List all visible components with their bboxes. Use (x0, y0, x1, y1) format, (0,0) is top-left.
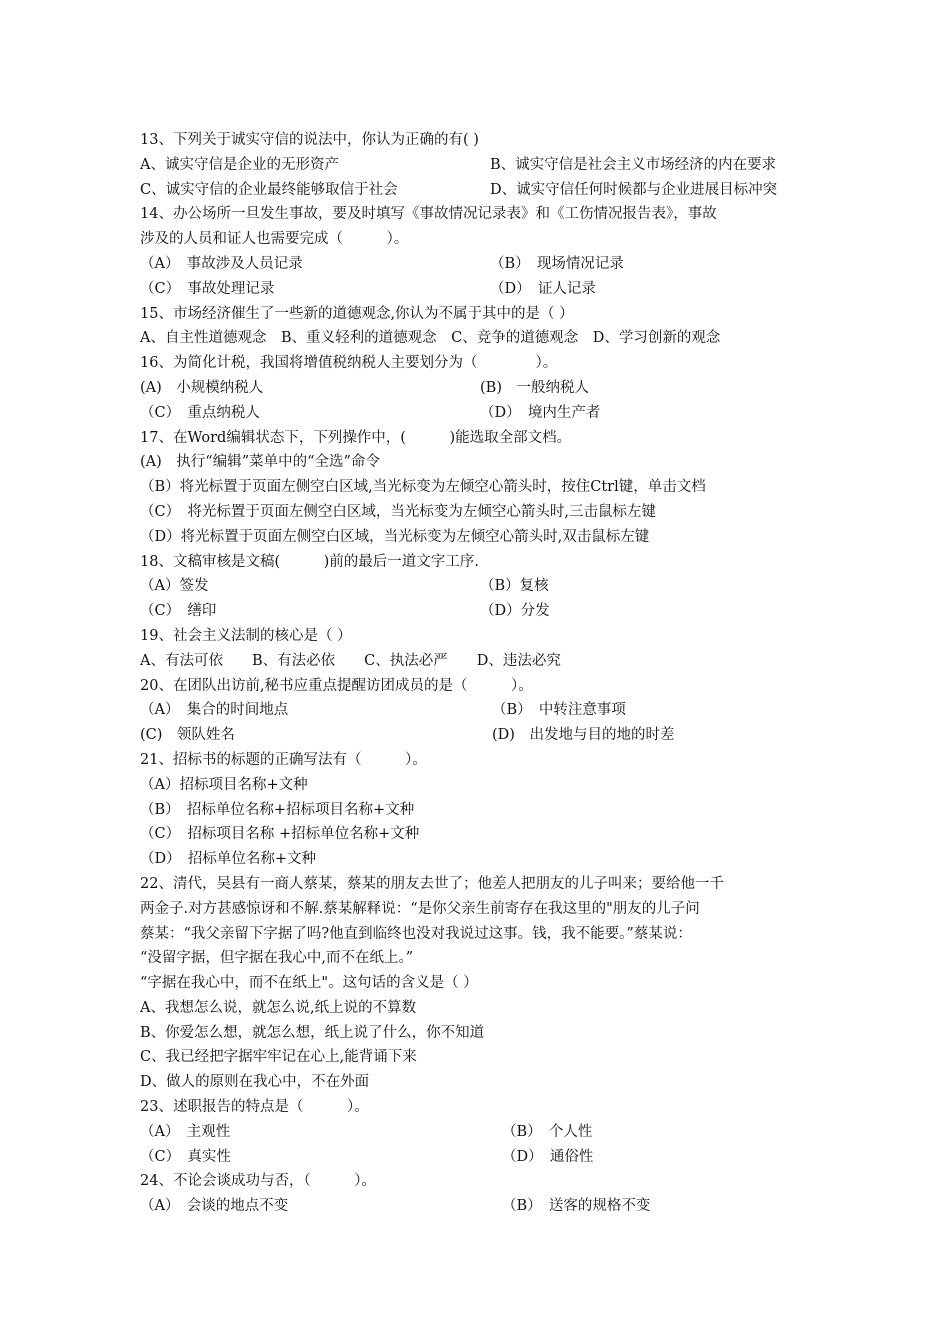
option-text: （C） 缮印 (140, 603, 217, 620)
question-block (140, 1169, 820, 1219)
option-text: （C） 事故处理记录 (140, 280, 275, 297)
option-text: （D） 招标单位名称+文种 (140, 851, 317, 868)
option-row (140, 599, 820, 624)
question-block (140, 674, 820, 748)
option-text: D、做人的原则在我心中，不在外面 (140, 1074, 370, 1091)
option-text: （A） 集合的时间地点 (140, 702, 289, 719)
question-stem-line: 15、市场经济催生了一些新的道德观念,你认为不属于其中的是（ ） (140, 305, 574, 322)
option-row (140, 1120, 820, 1145)
option-text: （B） 招标单位名称+招标项目名称+文种 (140, 801, 415, 818)
question-block (140, 872, 820, 1095)
question-block (140, 550, 820, 624)
question-stem-line: “没留字据，但字据在我心中,而不在纸上。” (140, 950, 414, 967)
question-block (140, 1095, 820, 1169)
option-row (140, 1194, 820, 1219)
option-text: （B） 送客的规格不变 (502, 1198, 651, 1215)
option-text: （C） 招标项目名称 +招标单位名称+文种 (140, 826, 420, 843)
option-text: (D) 出发地与目的地的时差 (492, 727, 675, 744)
option-text: （D）分发 (480, 603, 550, 620)
question-block (140, 202, 820, 301)
option-text: (A) 小规模纳税人 (140, 379, 264, 396)
option-text: (B) 一般纳税人 (480, 379, 589, 396)
question-stem-line: 16、为简化计税，我国将增值税纳税人主要划分为（ ）。 (140, 355, 558, 372)
question-stem-line: 涉及的人员和证人也需要完成（ ）。 (140, 231, 409, 248)
option-row (140, 1145, 820, 1170)
option-text: （B） 个人性 (502, 1123, 593, 1140)
option-text: B、你爱怎么想，就怎么想，纸上说了什么，你不知道 (140, 1024, 485, 1041)
question-block (140, 302, 820, 352)
option-text: （B） 中转注意事项 (492, 702, 626, 719)
question-block (140, 426, 820, 550)
question-block (140, 624, 820, 674)
option-text: （A） 会谈的地点不变 (140, 1198, 289, 1215)
option-row (140, 773, 820, 798)
option-text: (C) 领队姓名 (140, 727, 235, 744)
question-stem-line: 21、招标书的标题的正确写法有（ ）。 (140, 751, 427, 768)
option-text: （C） 将光标置于页面左侧空白区域，当光标变为左倾空心箭头时,三击鼠标左键 (140, 503, 656, 520)
option-row (140, 698, 820, 723)
question-stem-line: 23、述职报告的特点是（ ）。 (140, 1099, 369, 1116)
option-row (140, 153, 820, 178)
question-stem-line: 22、清代，吴县有一商人蔡某，蔡某的朋友去世了；他差人把朋友的儿子叫来；要给他一千 (140, 875, 724, 892)
option-row (140, 847, 820, 872)
question-block (140, 351, 820, 425)
option-row (140, 252, 820, 277)
option-text: （A）签发 (140, 578, 209, 595)
option-row (140, 277, 820, 302)
option-text: B、诚实守信是社会主义市场经济的内在要求 (490, 156, 777, 173)
option-row (140, 798, 820, 823)
option-row (140, 450, 820, 475)
question-stem-line: 蔡某：“我父亲留下字据了吗?他直到临终也没对我说过这事。钱，我不能要。”蔡某说： (140, 925, 692, 942)
option-text: （D）将光标置于页面左侧空白区域，当光标变为左倾空心箭头时,双击鼠标左键 (140, 528, 650, 545)
question-stem-line: 24、不论会谈成功与否，（ ）。 (140, 1173, 376, 1190)
option-text: A、我想怎么说，就怎么说,纸上说的不算数 (140, 999, 417, 1016)
option-text: （D） 境内生产者 (480, 404, 601, 421)
option-text: A、诚实守信是企业的无形资产 (140, 156, 339, 173)
option-row (140, 525, 820, 550)
option-row (140, 376, 820, 401)
option-row (140, 574, 820, 599)
question-stem-line: 19、社会主义法制的核心是（ ） (140, 627, 352, 644)
question-stem-line: 20、在团队出访前,秘书应重点提醒访团成员的是（ ）。 (140, 677, 533, 694)
question-stem-line: 两金子.对方甚感惊讶和不解.蔡某解释说：“是你父亲生前寄存在我这里的"朋友的儿子问 (140, 900, 700, 917)
option-row (140, 178, 820, 203)
question-stem-line: 14、办公场所一旦发生事故，要及时填写《事故情况记录表》和《工伤情况报告表》，事故 (140, 206, 717, 223)
option-text: （A）招标项目名称+文种 (140, 776, 308, 793)
question-block (140, 748, 820, 872)
option-text: （D） 通俗性 (502, 1148, 594, 1165)
option-row (140, 649, 820, 674)
option-text: （D） 证人记录 (490, 280, 596, 297)
option-row (140, 996, 820, 1021)
option-row (140, 401, 820, 426)
option-row (140, 1070, 820, 1095)
question-stem-line: 13、下列关于诚实守信的说法中，你认为正确的有( ) (140, 132, 479, 148)
question-list (140, 128, 820, 1219)
option-text: D、诚实守信任何时候都与企业进展目标冲突 (490, 181, 778, 198)
option-row (140, 723, 820, 748)
option-row (140, 475, 820, 500)
option-row (140, 1021, 820, 1046)
option-row (140, 1045, 820, 1070)
option-row (140, 822, 820, 847)
option-text: （C） 真实性 (140, 1148, 231, 1165)
option-text: (A) 执行“编辑”菜单中的“全选”命令 (140, 454, 380, 471)
option-text: （C） 重点纳税人 (140, 404, 260, 421)
option-text: （B） 现场情况记录 (490, 255, 624, 272)
option-text: A、自主性道德观念 B、重义轻利的道德观念 C、竞争的道德观念 D、学习创新的观念 (140, 330, 721, 347)
option-text: （A） 事故涉及人员记录 (140, 255, 303, 272)
option-text: （B）将光标置于页面左侧空白区域,当光标变为左倾空心箭头时，按住Ctrl键，单击文档 (140, 479, 706, 496)
question-stem-line: 17、在Word编辑状态下，下列操作中，( )能选取全部文档。 (140, 429, 572, 446)
option-text: C、我已经把字据牢牢记在心上,能背诵下来 (140, 1049, 417, 1066)
option-row (140, 500, 820, 525)
option-text: C、诚实守信的企业最终能够取信于社会 (140, 181, 398, 198)
option-row (140, 326, 820, 351)
option-text: （A） 主观性 (140, 1123, 231, 1140)
question-stem-line: “字据在我心中，而不在纸上"。这句话的含义是（ ） (140, 975, 478, 992)
question-stem-line: 18、文稿审核是文稿( )前的最后一道文字工序. (140, 553, 479, 570)
option-text: （B）复核 (480, 578, 549, 595)
question-block (140, 128, 820, 202)
option-text: A、有法可依 B、有法必依 C、执法必严 D、违法必究 (140, 652, 561, 669)
